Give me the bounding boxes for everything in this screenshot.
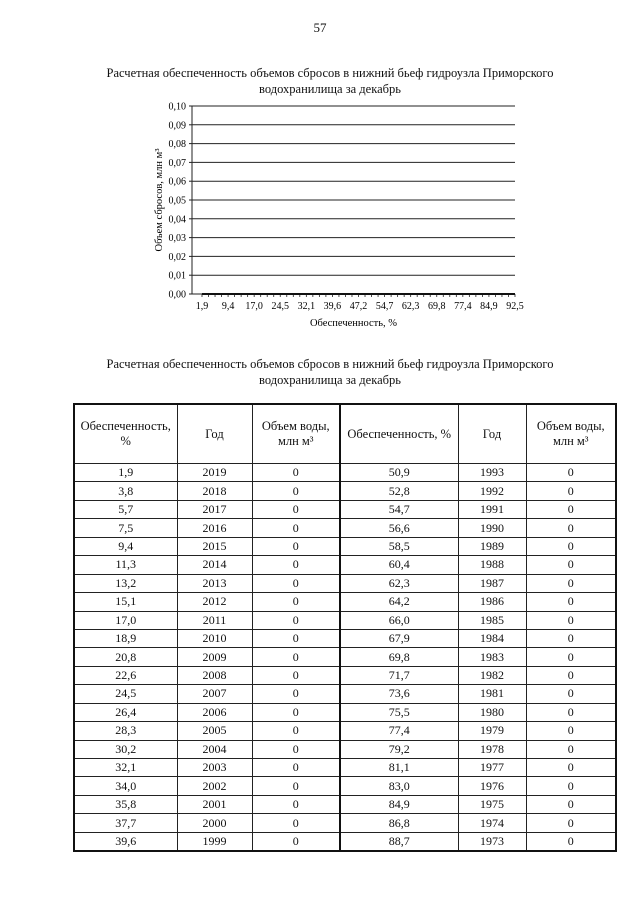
table-cell: 11,3 xyxy=(74,556,177,574)
table-row xyxy=(74,500,616,518)
table-cell: 30,2 xyxy=(74,740,177,758)
y-tick-label: 0,09 xyxy=(168,120,186,132)
table-cell: 0 xyxy=(252,556,340,574)
table-cell: 2013 xyxy=(177,574,252,592)
table-cell: 0 xyxy=(252,795,340,813)
table-cell: 0 xyxy=(526,722,616,740)
y-tick-label: 0,04 xyxy=(168,214,186,226)
table-cell: 35,8 xyxy=(74,795,177,813)
table-cell: 1986 xyxy=(458,593,526,611)
table-cell: 1975 xyxy=(458,795,526,813)
table-row xyxy=(74,611,616,629)
table-cell: 0 xyxy=(252,464,340,482)
table-cell: 60,4 xyxy=(340,556,458,574)
table-row xyxy=(74,740,616,758)
x-tick-label: 77,4 xyxy=(454,301,472,312)
header-cell: Год xyxy=(177,404,252,464)
table-cell: 1991 xyxy=(458,500,526,518)
table-cell: 0 xyxy=(252,500,340,518)
table-cell: 0 xyxy=(252,777,340,795)
table-cell: 77,4 xyxy=(340,722,458,740)
table-cell: 13,2 xyxy=(74,574,177,592)
table-cell: 0 xyxy=(252,832,340,851)
x-tick-label: 24,5 xyxy=(271,301,289,312)
table-cell: 20,8 xyxy=(74,648,177,666)
table-cell: 75,5 xyxy=(340,703,458,721)
table-cell: 0 xyxy=(526,611,616,629)
table-cell: 2017 xyxy=(177,500,252,518)
table-cell: 0 xyxy=(526,519,616,537)
table-cell: 34,0 xyxy=(74,777,177,795)
header-cell: Обеспеченность, % xyxy=(340,404,458,464)
table-cell: 83,0 xyxy=(340,777,458,795)
header-cell: Год xyxy=(458,404,526,464)
table-header-row xyxy=(74,404,616,464)
x-tick-label: 32,1 xyxy=(297,301,316,312)
table-row xyxy=(74,777,616,795)
table-cell: 1976 xyxy=(458,777,526,795)
table-cell: 2008 xyxy=(177,666,252,684)
table-cell: 1980 xyxy=(458,703,526,721)
table-cell: 1989 xyxy=(458,537,526,555)
y-tick-label: 0,01 xyxy=(168,270,186,282)
table-cell: 1987 xyxy=(458,574,526,592)
table-cell: 0 xyxy=(526,777,616,795)
table-cell: 0 xyxy=(526,629,616,647)
table-cell: 86,8 xyxy=(340,814,458,832)
table-row xyxy=(74,795,616,813)
table-cell: 24,5 xyxy=(74,685,177,703)
table-row xyxy=(74,832,616,851)
table-cell: 3,8 xyxy=(74,482,177,500)
x-tick-label: 92,5 xyxy=(506,301,524,312)
table-cell: 0 xyxy=(252,611,340,629)
table-cell: 2012 xyxy=(177,593,252,611)
table-cell: 81,1 xyxy=(340,759,458,777)
table-cell: 0 xyxy=(252,629,340,647)
table-cell: 0 xyxy=(526,464,616,482)
table-cell: 1977 xyxy=(458,759,526,777)
table-cell: 26,4 xyxy=(74,703,177,721)
header-cell: Объем воды, млн м³ xyxy=(252,404,340,464)
table-row xyxy=(74,722,616,740)
table-cell: 0 xyxy=(252,593,340,611)
table-cell: 0 xyxy=(526,648,616,666)
table-cell: 2002 xyxy=(177,777,252,795)
table-cell: 0 xyxy=(252,814,340,832)
table-cell: 66,0 xyxy=(340,611,458,629)
table-cell: 84,9 xyxy=(340,795,458,813)
x-tick-label: 17,0 xyxy=(245,301,263,312)
table-row xyxy=(74,759,616,777)
table-cell: 1982 xyxy=(458,666,526,684)
table-cell: 2005 xyxy=(177,722,252,740)
table-cell: 2010 xyxy=(177,629,252,647)
table-cell: 62,3 xyxy=(340,574,458,592)
table-row xyxy=(74,648,616,666)
table-cell: 69,8 xyxy=(340,648,458,666)
x-tick-label: 84,9 xyxy=(480,301,498,312)
x-tick-label: 1,9 xyxy=(195,301,209,312)
table-cell: 1981 xyxy=(458,685,526,703)
table-title: Расчетная обеспеченность объемов сбросов в нижний бьеф гидроузла Приморского водохранилища за декабрь xyxy=(106,357,554,387)
table-cell: 1983 xyxy=(458,648,526,666)
table-cell: 15,1 xyxy=(74,593,177,611)
table-cell: 52,8 xyxy=(340,482,458,500)
table-cell: 0 xyxy=(526,795,616,813)
table-cell: 28,3 xyxy=(74,722,177,740)
table-cell: 2004 xyxy=(177,740,252,758)
table-cell: 1985 xyxy=(458,611,526,629)
table-cell: 0 xyxy=(252,740,340,758)
header-cell: Обеспеченность, % xyxy=(74,404,177,464)
chart xyxy=(140,96,530,336)
y-tick-label: 0,07 xyxy=(168,157,186,169)
header-cell: Объем воды, млн м³ xyxy=(526,404,616,464)
table-row xyxy=(74,574,616,592)
table-cell: 0 xyxy=(526,759,616,777)
table-cell: 1979 xyxy=(458,722,526,740)
table-cell: 1978 xyxy=(458,740,526,758)
table-cell: 0 xyxy=(252,722,340,740)
y-tick-label: 0,03 xyxy=(168,233,186,245)
table-cell: 0 xyxy=(526,574,616,592)
x-tick-label: 62,3 xyxy=(401,301,420,312)
table-cell: 67,9 xyxy=(340,629,458,647)
chart-title: Расчетная обеспеченность объемов сбросов в нижний бьеф гидроузла Приморского водохранилища за декабрь xyxy=(106,66,554,96)
table-cell: 0 xyxy=(252,519,340,537)
table-cell: 1973 xyxy=(458,832,526,851)
table-row xyxy=(74,537,616,555)
table-cell: 7,5 xyxy=(74,519,177,537)
table-cell: 0 xyxy=(526,556,616,574)
table-row xyxy=(74,464,616,482)
table-cell: 2009 xyxy=(177,648,252,666)
table-cell: 0 xyxy=(526,703,616,721)
table-cell: 0 xyxy=(526,593,616,611)
x-tick-label: 9,4 xyxy=(221,301,235,312)
y-tick-label: 0,00 xyxy=(168,289,186,301)
y-tick-label: 0,10 xyxy=(168,101,186,113)
table-cell: 88,7 xyxy=(340,832,458,851)
table-cell: 0 xyxy=(252,666,340,684)
table-cell: 2001 xyxy=(177,795,252,813)
table-cell: 2000 xyxy=(177,814,252,832)
x-tick-label: 69,8 xyxy=(428,301,446,312)
table-cell: 0 xyxy=(526,685,616,703)
table-cell: 58,5 xyxy=(340,537,458,555)
table-cell: 9,4 xyxy=(74,537,177,555)
page-number: 57 xyxy=(313,20,327,35)
table-cell: 2007 xyxy=(177,685,252,703)
table-row xyxy=(74,593,616,611)
table-cell: 56,6 xyxy=(340,519,458,537)
y-tick-label: 0,05 xyxy=(168,195,186,207)
table-cell: 0 xyxy=(526,500,616,518)
table-cell: 2014 xyxy=(177,556,252,574)
table-cell: 54,7 xyxy=(340,500,458,518)
table-cell: 0 xyxy=(252,685,340,703)
table-cell: 79,2 xyxy=(340,740,458,758)
table-cell: 39,6 xyxy=(74,832,177,851)
table-cell: 2015 xyxy=(177,537,252,555)
x-tick-label: 47,2 xyxy=(349,301,368,312)
table-cell: 0 xyxy=(252,703,340,721)
table-cell: 64,2 xyxy=(340,593,458,611)
table-cell: 17,0 xyxy=(74,611,177,629)
table-cell: 2016 xyxy=(177,519,252,537)
table-cell: 0 xyxy=(252,537,340,555)
table-cell: 2019 xyxy=(177,464,252,482)
table-cell: 50,9 xyxy=(340,464,458,482)
table-cell: 2006 xyxy=(177,703,252,721)
table-row xyxy=(74,556,616,574)
data-table xyxy=(73,403,617,852)
table-cell: 0 xyxy=(252,482,340,500)
table-cell: 5,7 xyxy=(74,500,177,518)
y-axis-label: Объем сбросов, млн м³ xyxy=(154,148,165,252)
table-cell: 2011 xyxy=(177,611,252,629)
table-cell: 0 xyxy=(526,814,616,832)
table-cell: 1993 xyxy=(458,464,526,482)
table-cell: 1992 xyxy=(458,482,526,500)
table-cell: 1988 xyxy=(458,556,526,574)
table-cell: 2003 xyxy=(177,759,252,777)
y-tick-label: 0,02 xyxy=(168,251,186,263)
table-cell: 1,9 xyxy=(74,464,177,482)
table-cell: 32,1 xyxy=(74,759,177,777)
table-cell: 1999 xyxy=(177,832,252,851)
table-cell: 0 xyxy=(252,759,340,777)
table-row xyxy=(74,685,616,703)
table-cell: 0 xyxy=(526,666,616,684)
table-cell: 73,6 xyxy=(340,685,458,703)
table-cell: 37,7 xyxy=(74,814,177,832)
table-row xyxy=(74,519,616,537)
table-cell: 0 xyxy=(526,482,616,500)
table-row xyxy=(74,814,616,832)
table-cell: 0 xyxy=(252,648,340,666)
table-row xyxy=(74,482,616,500)
x-tick-label: 39,6 xyxy=(323,301,342,312)
x-axis-label: Обеспеченность, % xyxy=(309,318,398,329)
y-tick-label: 0,06 xyxy=(168,176,186,188)
table-cell: 0 xyxy=(526,832,616,851)
table-cell: 0 xyxy=(526,537,616,555)
table-row xyxy=(74,629,616,647)
table-cell: 0 xyxy=(252,574,340,592)
table-row xyxy=(74,703,616,721)
table-cell: 1984 xyxy=(458,629,526,647)
table-row xyxy=(74,666,616,684)
table-cell: 18,9 xyxy=(74,629,177,647)
table-cell: 2018 xyxy=(177,482,252,500)
table-cell: 22,6 xyxy=(74,666,177,684)
y-tick-label: 0,08 xyxy=(168,139,186,151)
table-cell: 1990 xyxy=(458,519,526,537)
x-tick-label: 54,7 xyxy=(375,301,394,312)
table-cell: 71,7 xyxy=(340,666,458,684)
table-cell: 0 xyxy=(526,740,616,758)
table-cell: 1974 xyxy=(458,814,526,832)
